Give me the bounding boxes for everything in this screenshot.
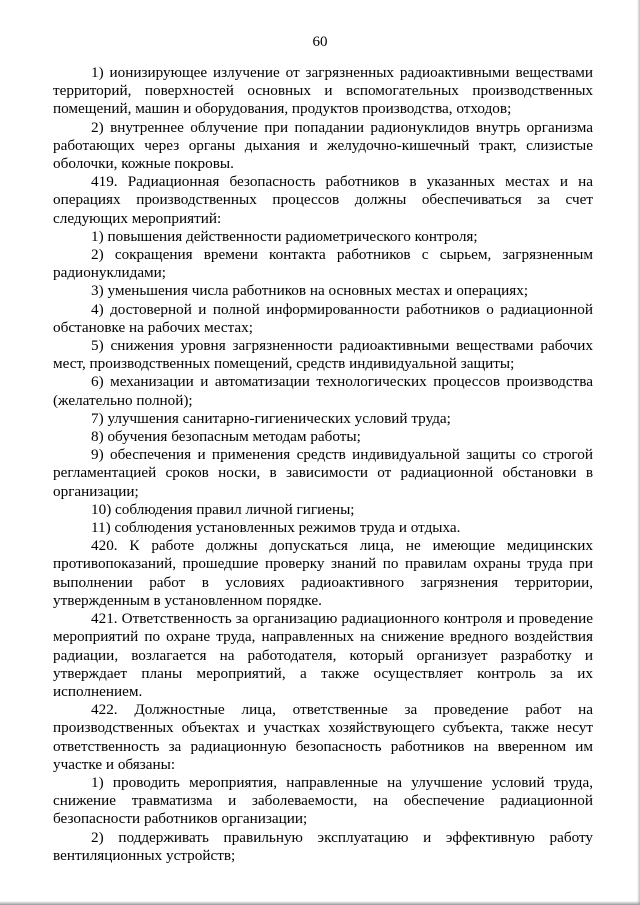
list-item-419-1: 1) повышения действенности радиометрического контроля; (91, 227, 478, 245)
list-item-419-5: 5) снижения уровня загрязненности радиоактивными веществами рабочих мест, производственных помещений, средств индивидуальной защиты; (53, 337, 593, 373)
paragraph-422: 422. Должностные лица, ответственные за проведение работ на производственных объектах и участках хозяйствующего субъекта, также несут ответственность за радиационную безопасность работников на вверенном им участке и обязаны: (53, 701, 593, 773)
list-item-419-10: 10) соблюдения правил личной гигиены; (91, 500, 355, 518)
list-item-419-3: 3) уменьшения числа работников на основных местах и операциях; (91, 282, 529, 300)
scan-edge-bottom (0, 901, 640, 905)
list-item-419-6: 6) механизации и автоматизации технологических процессов производства (желательно полной); (53, 373, 593, 409)
list-item-419-4: 4) достоверной и полной информированности работников о радиационной обстановке на рабочих местах; (53, 300, 593, 336)
document-body (53, 64, 593, 865)
paragraph-420: 420. К работе должны допускаться лица, не имеющие медицинских противопоказаний, прошедшие проверку знаний по правилам охраны труда при выполнении работ в условиях радиоактивного загрязнения территории, утвержденным в установленном порядке. (53, 537, 593, 609)
paragraph-419: 419. Радиационная безопасность работников в указанных местах и на операциях производственных процессов должны обеспечиваться за счет следующих мероприятий: (53, 173, 593, 227)
list-item-422-2: 2) поддерживать правильную эксплуатацию и эффективную работу вентиляционных устройств; (53, 828, 593, 864)
list-item-419-7: 7) улучшения санитарно-гигиенических условий труда; (91, 409, 451, 427)
list-item-419-9: 9) обеспечения и применения средств индивидуальной защиты со строгой регламентацией сроков носки, в зависимости от радиационной обстановки в организации; (53, 446, 593, 500)
paragraph-421: 421. Ответственность за организацию радиационного контроля и проведение мероприятий по охране труда, направленных на снижение вредного воздействия радиации, возлагается на работодателя, который организует разработку и утверждает планы мероприятий, а также осуществляет контроль за их исполнением. (53, 610, 593, 700)
list-item-419-8: 8) обучения безопасным методам работы; (91, 428, 361, 446)
page-number: 60 (312, 34, 328, 50)
list-item-419-2: 2) сокращения времени контакта работников с сырьем, загрязненным радионуклидами; (53, 246, 593, 282)
list-item-419-11: 11) соблюдения установленных режимов труда и отдыха. (91, 519, 461, 537)
paragraph-ionizing-radiation: 1) ионизирующее излучение от загрязненных радиоактивными веществами территорий, поверхностей основных и вспомогательных производственных помещений, машин и оборудования, продуктов производства, отходов; (53, 64, 593, 118)
list-item-422-1: 1) проводить мероприятия, направленные на улучшение условий труда, снижение травматизма и заболеваемости, на обеспечение радиационной безопасности работников организации; (53, 773, 593, 828)
paragraph-internal-exposure: 2) внутреннее облучение при попадании радионуклидов внутрь организма работающих через органы дыхания и желудочно-кишечный тракт, слизистые оболочки, кожные покровы. (53, 118, 593, 173)
